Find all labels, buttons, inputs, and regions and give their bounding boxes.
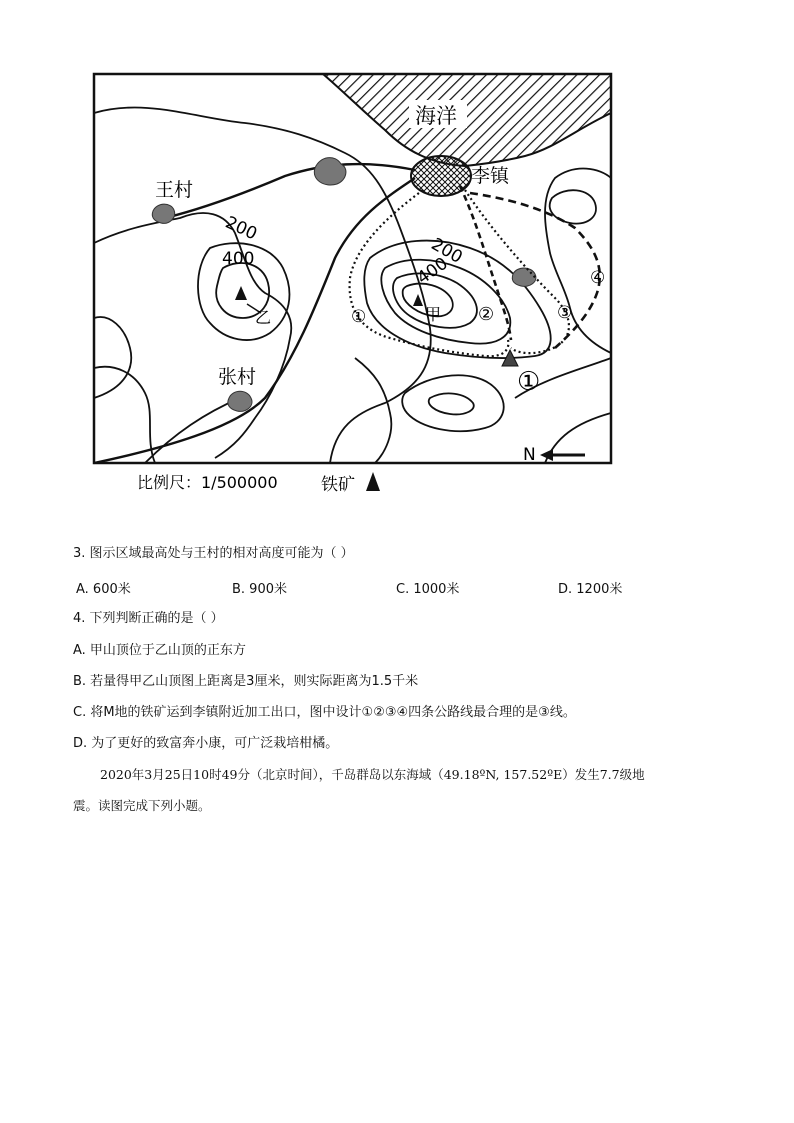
north-label: N (523, 445, 536, 465)
route-label-4: ④ (590, 268, 606, 288)
q3-option-b: B. 900米 (232, 582, 287, 597)
contour-label-200-left: 200 (222, 212, 261, 245)
passage-line-1: 2020年3月25日10时49分（北京时间），千岛群岛以东海域（49.18ºN, 157.52ºE）发生7.7级地 (100, 767, 645, 782)
question-4: 4. 下列判断正确的是（ ） (73, 611, 224, 626)
village-wang-marker (152, 204, 174, 223)
village-zhang-marker (228, 391, 252, 411)
town-li-label: 李镇 (471, 165, 510, 187)
q4-option-b: B. 若量得甲乙山顶图上距离是3厘米，则实际距离为1.5千米 (73, 674, 419, 689)
q4-option-c: C. 将M地的铁矿运到李镇附近加工出口，图中设计①②③④四条公路线最合理的是③线。 (73, 705, 576, 720)
village-blob-east (512, 268, 536, 286)
village-zhang-label: 张村 (218, 366, 257, 388)
route-label-3: ③ (557, 303, 573, 323)
contour-label-400-right: 400 (413, 253, 452, 289)
route-label-1b: ① (517, 367, 541, 397)
q3-option-a: A. 600米 (76, 582, 131, 597)
peak-yi-label: 乙 (255, 308, 272, 327)
scale-text: 比例尺：1/500000 (137, 473, 278, 492)
q3-option-c: C. 1000米 (396, 582, 460, 597)
q4-option-d: D. 为了更好的致富奔小康，可广泛栽培柑橘。 (73, 736, 339, 751)
village-wang-label: 王村 (155, 179, 194, 201)
q4-option-a: A. 甲山顶位于乙山顶的正东方 (73, 643, 246, 658)
peak-jia-label: 甲 (425, 305, 442, 324)
legend-iron-label: 铁矿 (321, 475, 355, 495)
contour-label-200-right: 200 (427, 234, 466, 268)
route-label-2: ② (478, 304, 495, 325)
route-label-1a: ① (351, 307, 367, 327)
contour-map-figure (85, 68, 620, 503)
question-3: 3. 图示区域最高处与王村的相对高度可能为（ ） (73, 546, 354, 561)
ocean-label: 海洋 (415, 104, 457, 128)
q3-option-d: D. 1200米 (558, 582, 623, 597)
passage-line-2: 震。读图完成下列小题。 (73, 798, 211, 813)
contour-label-400-left: 400 (222, 249, 255, 269)
legend-iron-icon (366, 472, 380, 491)
